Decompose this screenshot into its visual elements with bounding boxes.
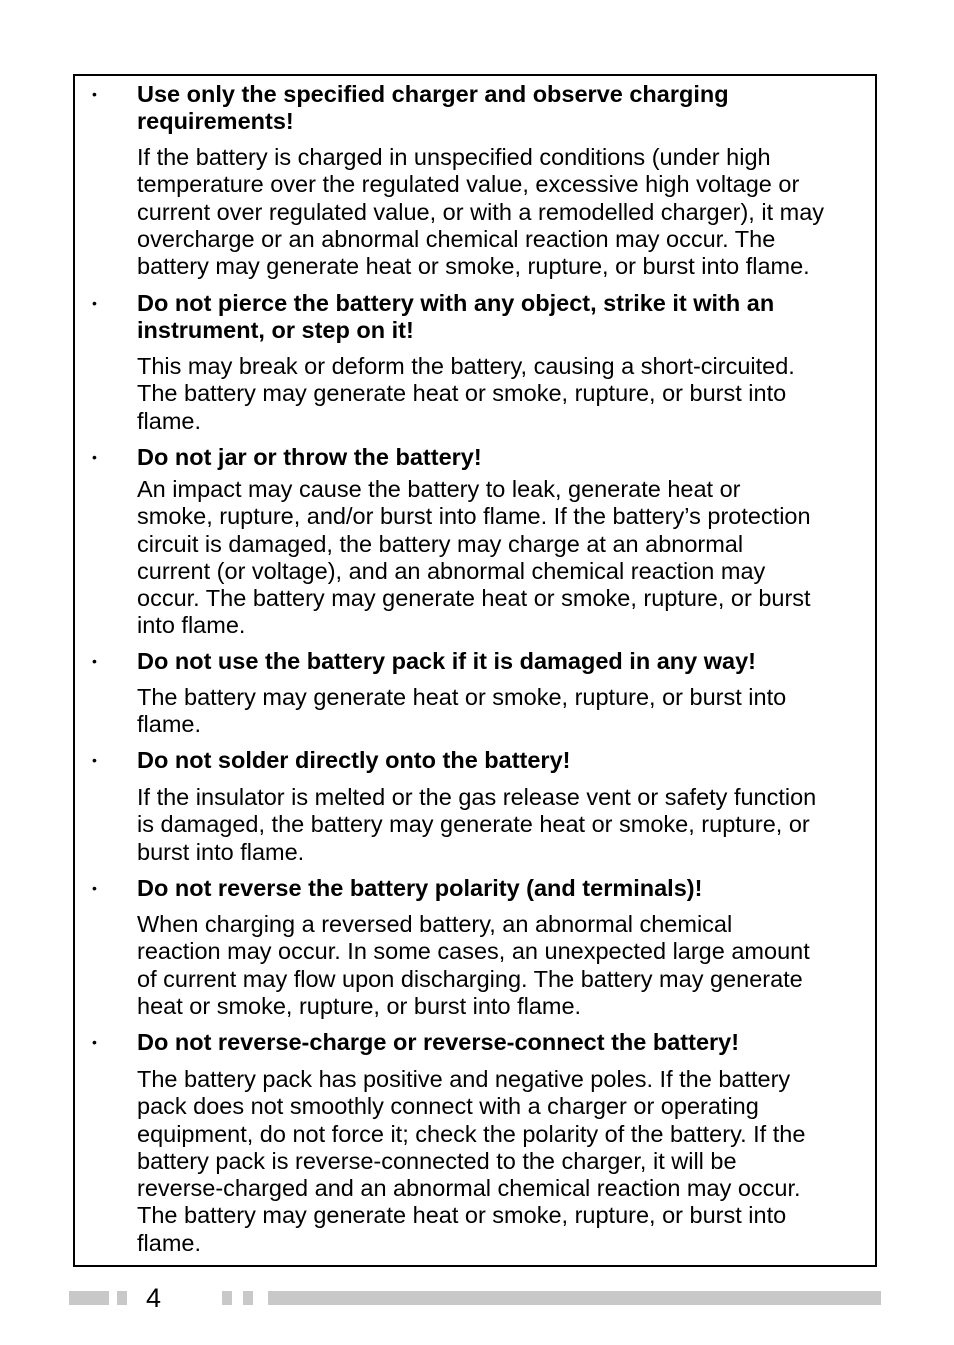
warning-heading: Use only the specified charger and observe charging requirements!: [137, 81, 729, 135]
warning-body: If the insulator is melted or the gas release vent or safety function is damaged, the battery may generate heat or smoke, rupture, or burst into flame.: [137, 784, 817, 865]
warning-body: An impact may cause the battery to leak, generate heat or smoke, rupture, and/or burst into flame. If the battery’s protection circuit is damaged, the battery may charge at an abnormal current (or voltage), and an abnormal chemical reaction may occur. The battery may generate heat or smoke, rupture, or burst into flame.: [137, 476, 811, 639]
warning-body: The battery may generate heat or smoke, rupture, or burst into flame.: [137, 684, 787, 738]
warning-heading: Do not reverse-charge or reverse-connect the battery!: [137, 1029, 740, 1055]
bullet-marker: •: [92, 653, 97, 669]
footer-bar-block: [243, 1291, 253, 1305]
warning-body: The battery pack has positive and negative poles. If the battery pack does not smoothly connect with a charger or operating equipment, do not force it; check the polarity of the battery. If the battery pack is reverse-connected to the charger, it will be reverse-charged and an abnormal chemical reaction may occur. The battery may generate heat or smoke, rupture, or burst into flame.: [137, 1066, 806, 1256]
warning-heading: Do not reverse the battery polarity (and terminals)!: [137, 875, 703, 901]
warning-box: [73, 74, 877, 1267]
bullet-marker: •: [92, 86, 97, 102]
warning-heading: Do not pierce the battery with any object, strike it with an instrument, or step on it!: [137, 290, 775, 344]
page-number: 4: [146, 1283, 162, 1313]
warning-body: This may break or deform the battery, causing a short-circuited. The battery may generate heat or smoke, rupture, or burst into flame.: [137, 353, 795, 434]
bullet-marker: •: [92, 449, 97, 465]
footer-bar-block: [117, 1291, 127, 1305]
footer-bar-right: [268, 1291, 881, 1305]
warning-body: When charging a reversed battery, an abnormal chemical reaction may occur. In some cases, an unexpected large amount of current may flow upon discharging. The battery may generate heat or smoke, rupture, or burst into flame.: [137, 911, 810, 1019]
bullet-marker: •: [92, 880, 97, 896]
warning-heading: Do not jar or throw the battery!: [137, 444, 482, 470]
warning-body: If the battery is charged in unspecified conditions (under high temperature over the regulated value, excessive high voltage or current over regulated value, or with a remodelled charger), it may overcharge or an abnormal chemical reaction may occur. The battery may generate heat or smoke, rupture, or burst into flame.: [137, 144, 825, 280]
bullet-marker: •: [92, 752, 97, 768]
footer-bar-left: [69, 1291, 109, 1305]
footer-bar-block: [222, 1291, 232, 1305]
bullet-marker: •: [92, 1034, 97, 1050]
warning-heading: Do not use the battery pack if it is damaged in any way!: [137, 648, 756, 674]
warning-heading: Do not solder directly onto the battery!: [137, 747, 571, 773]
bullet-marker: •: [92, 295, 97, 311]
